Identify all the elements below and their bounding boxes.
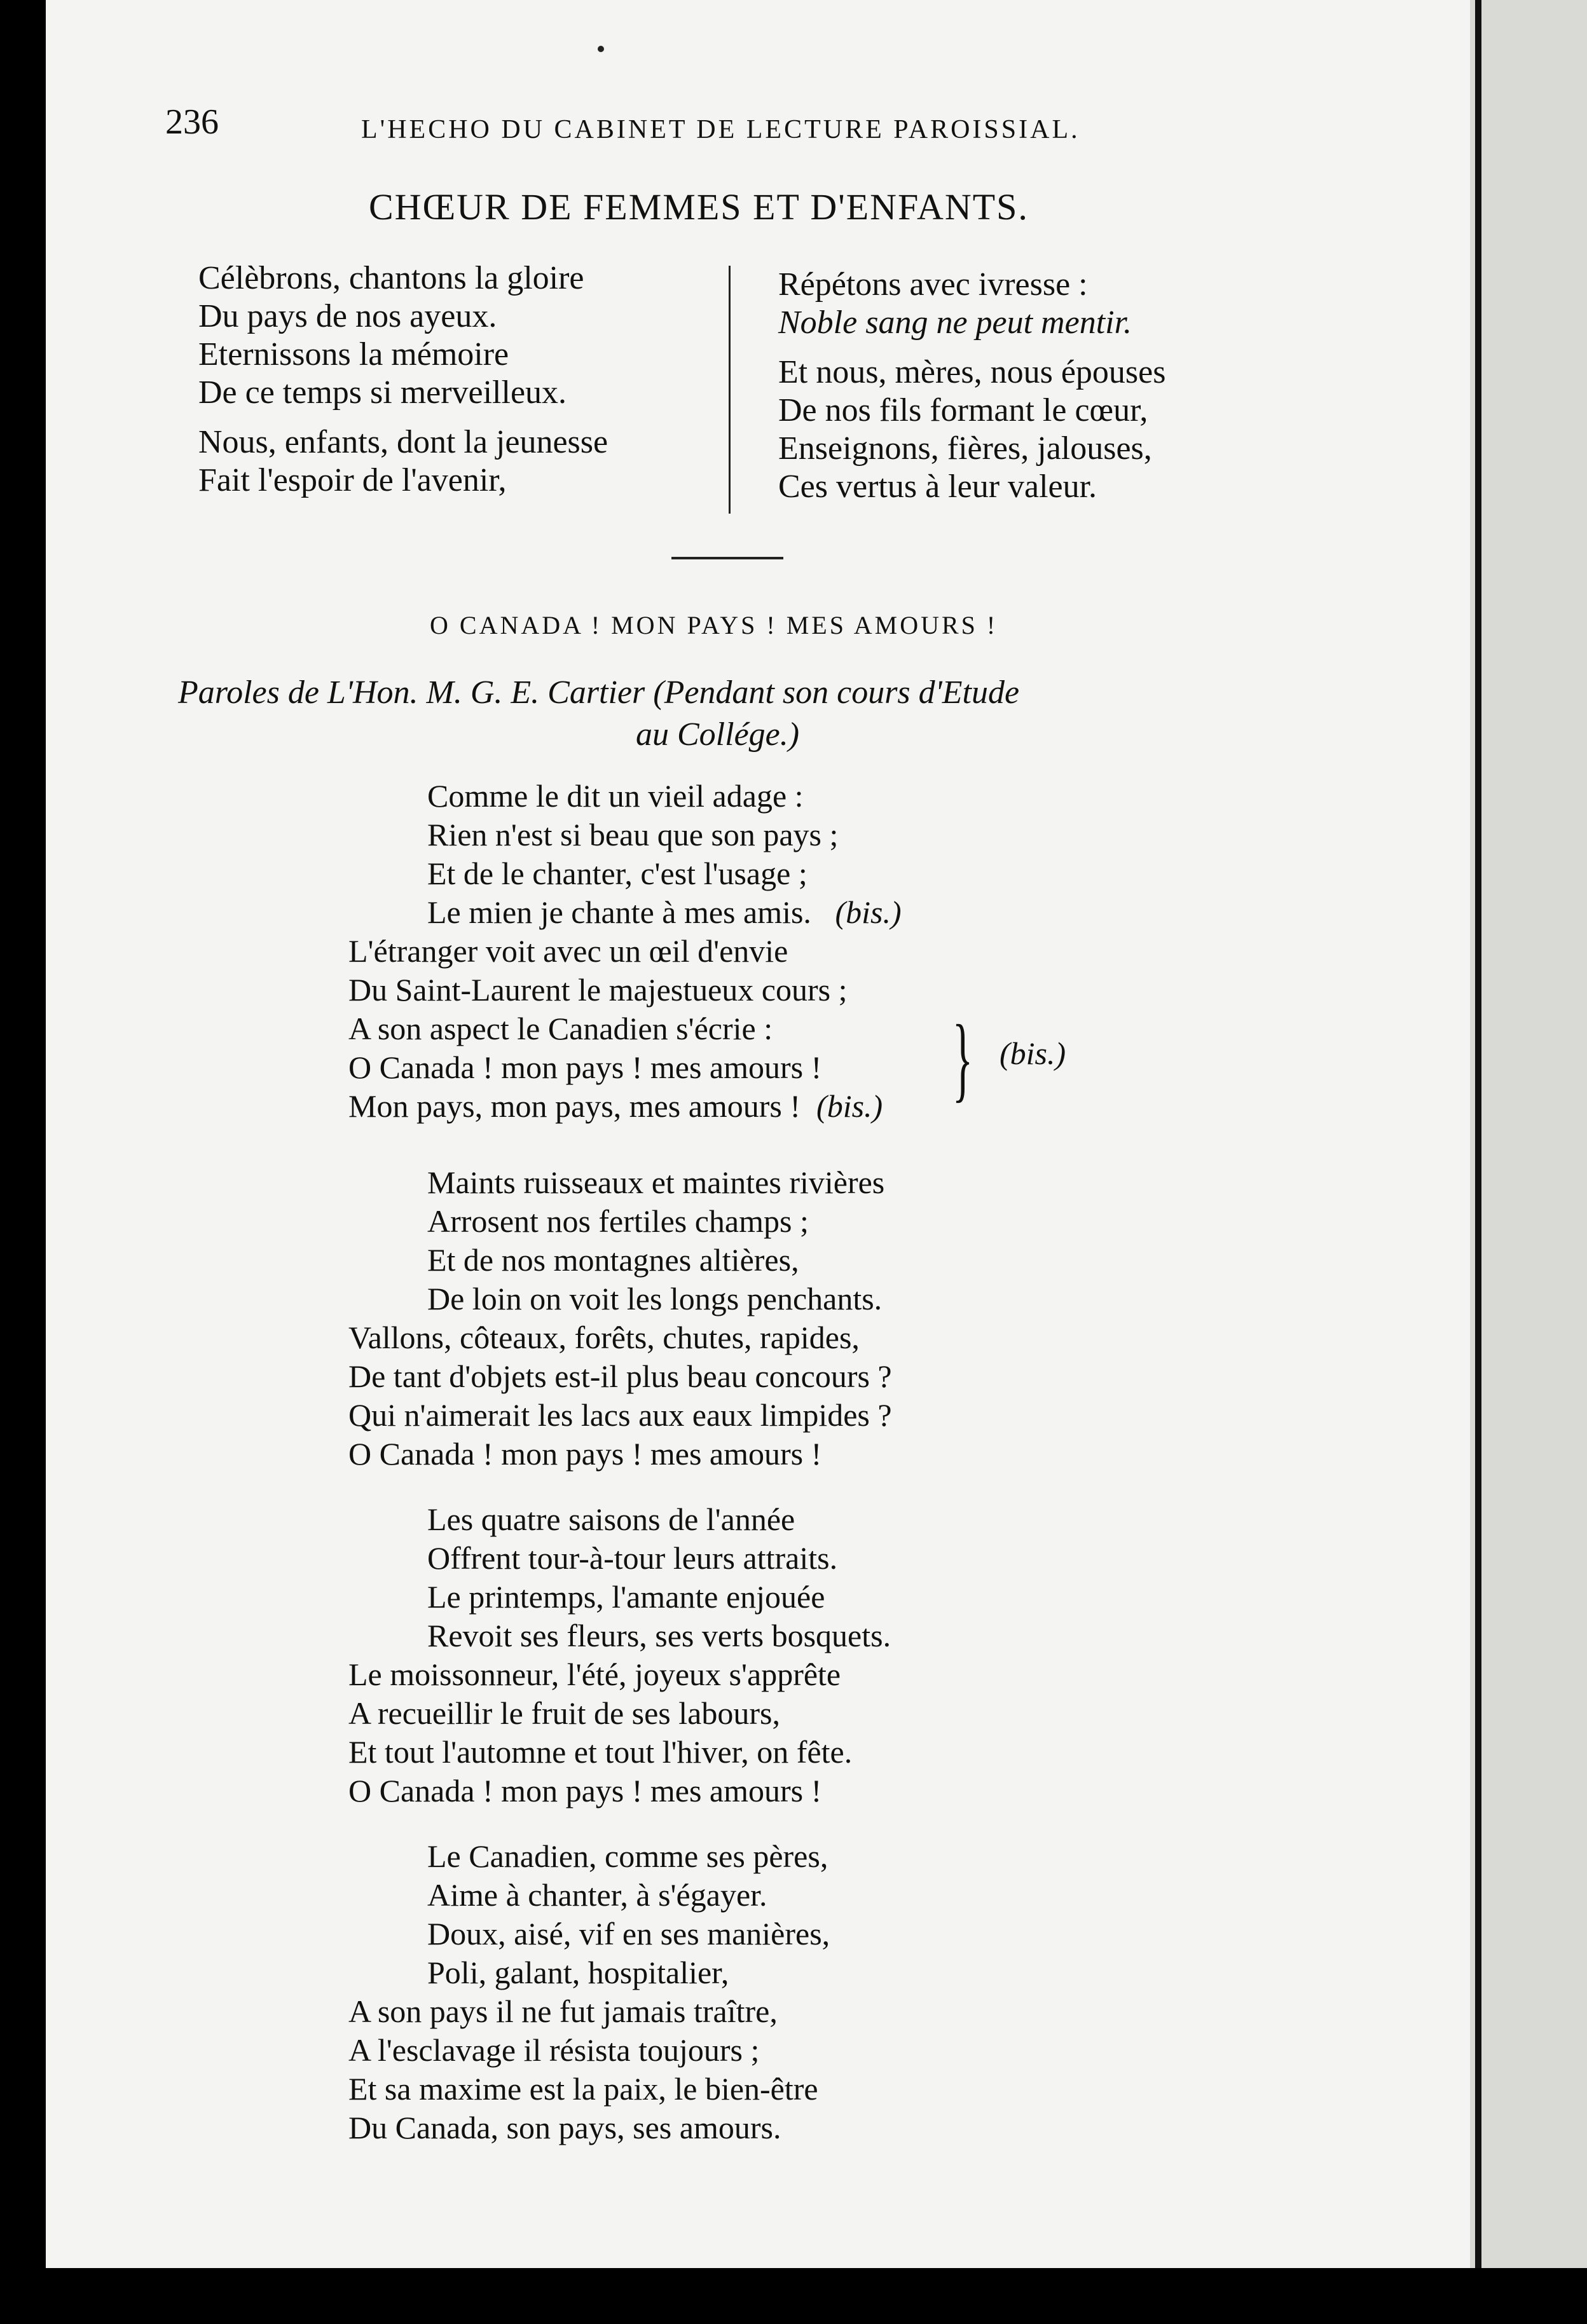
verse-line: Le mien je chante à mes amis. (bis.): [427, 894, 902, 930]
verse-line: A recueillir le fruit de ses labours,: [348, 1695, 780, 1731]
verse-line: Du Canada, son pays, ses amours.: [348, 2110, 781, 2145]
verse-line: Les quatre saisons de l'année: [427, 1501, 795, 1537]
chorus-line: Ces vertus à leur valeur.: [778, 468, 1097, 505]
verse-2: [348, 1163, 892, 1473]
verse-line: Comme le dit un vieil adage :: [427, 778, 804, 814]
verse-line: Vallons, côteaux, forêts, chutes, rapides,: [348, 1320, 860, 1355]
verse-line: Offrent tour-à-tour leurs attraits.: [427, 1540, 838, 1576]
verse-line: A l'esclavage il résista toujours ;: [348, 2032, 760, 2068]
verse-3: [348, 1500, 891, 1810]
chorus-line: Répétons avec ivresse :: [778, 266, 1088, 303]
verse-line: Aime à chanter, à s'égayer.: [427, 1877, 767, 1913]
brace-glyph: }: [952, 1006, 973, 1111]
chorus-left-column: [198, 259, 608, 500]
page-gutter-line: [1475, 0, 1481, 2268]
verse-line: Qui n'aimerait les lacs aux eaux limpides ?: [348, 1397, 892, 1433]
chorus-line: Noble sang ne peut mentir.: [778, 304, 1132, 341]
chorus-line: De nos fils formant le cœur,: [778, 392, 1148, 428]
verse-4: [348, 1837, 830, 2147]
verse-1: [348, 777, 902, 1126]
verse-line: De tant d'objets est-il plus beau concours ?: [348, 1358, 892, 1394]
verse-line: Revoit ses fleurs, ses verts bosquets.: [427, 1618, 891, 1653]
page-number: 236: [165, 102, 219, 142]
chorus-right-column: [778, 266, 1165, 506]
scan-border: [0, 2268, 1587, 2324]
verse-line: Et de le chanter, c'est l'usage ;: [427, 856, 807, 891]
ink-speck: [598, 46, 604, 52]
chorus-line: Du pays de nos ayeux.: [198, 298, 497, 334]
verse-line: Doux, aisé, vif en ses manières,: [427, 1916, 830, 1951]
column-divider: [729, 266, 731, 514]
author-credit: Paroles de L'Hon. M. G. E. Cartier (Pendant son cours d'Etude: [178, 674, 1020, 711]
chorus-line: Nous, enfants, dont la jeunesse: [198, 424, 608, 460]
bis-marker: (bis.): [1000, 1036, 1066, 1071]
section-divider: [671, 557, 783, 559]
verse-line: Et de nos montagnes altières,: [427, 1242, 799, 1278]
verse-line: De loin on voit les longs penchants.: [427, 1281, 883, 1316]
chorus-line: Enseignons, fières, jalouses,: [778, 430, 1152, 467]
verse-line: Rien n'est si beau que son pays ;: [427, 817, 839, 852]
chorus-line: Célèbrons, chantons la gloire: [198, 260, 584, 296]
verse-line: O Canada ! mon pays ! mes amours !: [348, 1773, 822, 1808]
song-title: O CANADA ! MON PAYS ! MES AMOURS !: [430, 611, 998, 639]
verse-line: Arrosent nos fertiles champs ;: [427, 1203, 809, 1239]
verse-line: Maints ruisseaux et maintes rivières: [427, 1165, 885, 1200]
verse-line: Mon pays, mon pays, mes amours ! (bis.): [348, 1088, 883, 1124]
chorus-line: De ce temps si merveilleux.: [198, 374, 567, 411]
verse-line: A son pays il ne fut jamais traître,: [348, 1993, 778, 2029]
verse-line: Du Saint-Laurent le majestueux cours ;: [348, 972, 848, 1008]
bis-marker: (bis.): [816, 1088, 883, 1124]
verse-line: Le printemps, l'amante enjouée: [427, 1579, 825, 1615]
chorus-line: Fait l'espoir de l'avenir,: [198, 462, 507, 498]
verse-line: O Canada ! mon pays ! mes amours !: [348, 1436, 822, 1472]
chorus-line: Eternissons la mémoire: [198, 336, 509, 373]
verse-line: Le moissonneur, l'été, joyeux s'apprête: [348, 1657, 841, 1692]
verse-line: A son aspect le Canadien s'écrie :: [348, 1011, 773, 1046]
verse-line: Et tout l'automne et tout l'hiver, on fête.: [348, 1734, 853, 1770]
verse-line: Le Canadien, comme ses pères,: [427, 1838, 828, 1874]
verse-line: O Canada ! mon pays ! mes amours !: [348, 1049, 822, 1085]
verse-line: Poli, galant, hospitalier,: [427, 1955, 729, 1990]
verse-line: L'étranger voit avec un œil d'envie: [348, 933, 788, 969]
chorus-title: CHŒUR DE FEMMES ET D'ENFANTS.: [369, 186, 1029, 228]
adjacent-page-edge: [1470, 0, 1587, 2268]
chorus-line: Et nous, mères, nous épouses: [778, 354, 1166, 390]
author-credit-continued: au Collége.): [636, 716, 800, 753]
running-title: L'HECHO DU CABINET DE LECTURE PAROISSIAL.: [361, 115, 1080, 144]
bis-marker: (bis.): [835, 894, 902, 930]
verse-line: Et sa maxime est la paix, le bien-être: [348, 2071, 818, 2107]
